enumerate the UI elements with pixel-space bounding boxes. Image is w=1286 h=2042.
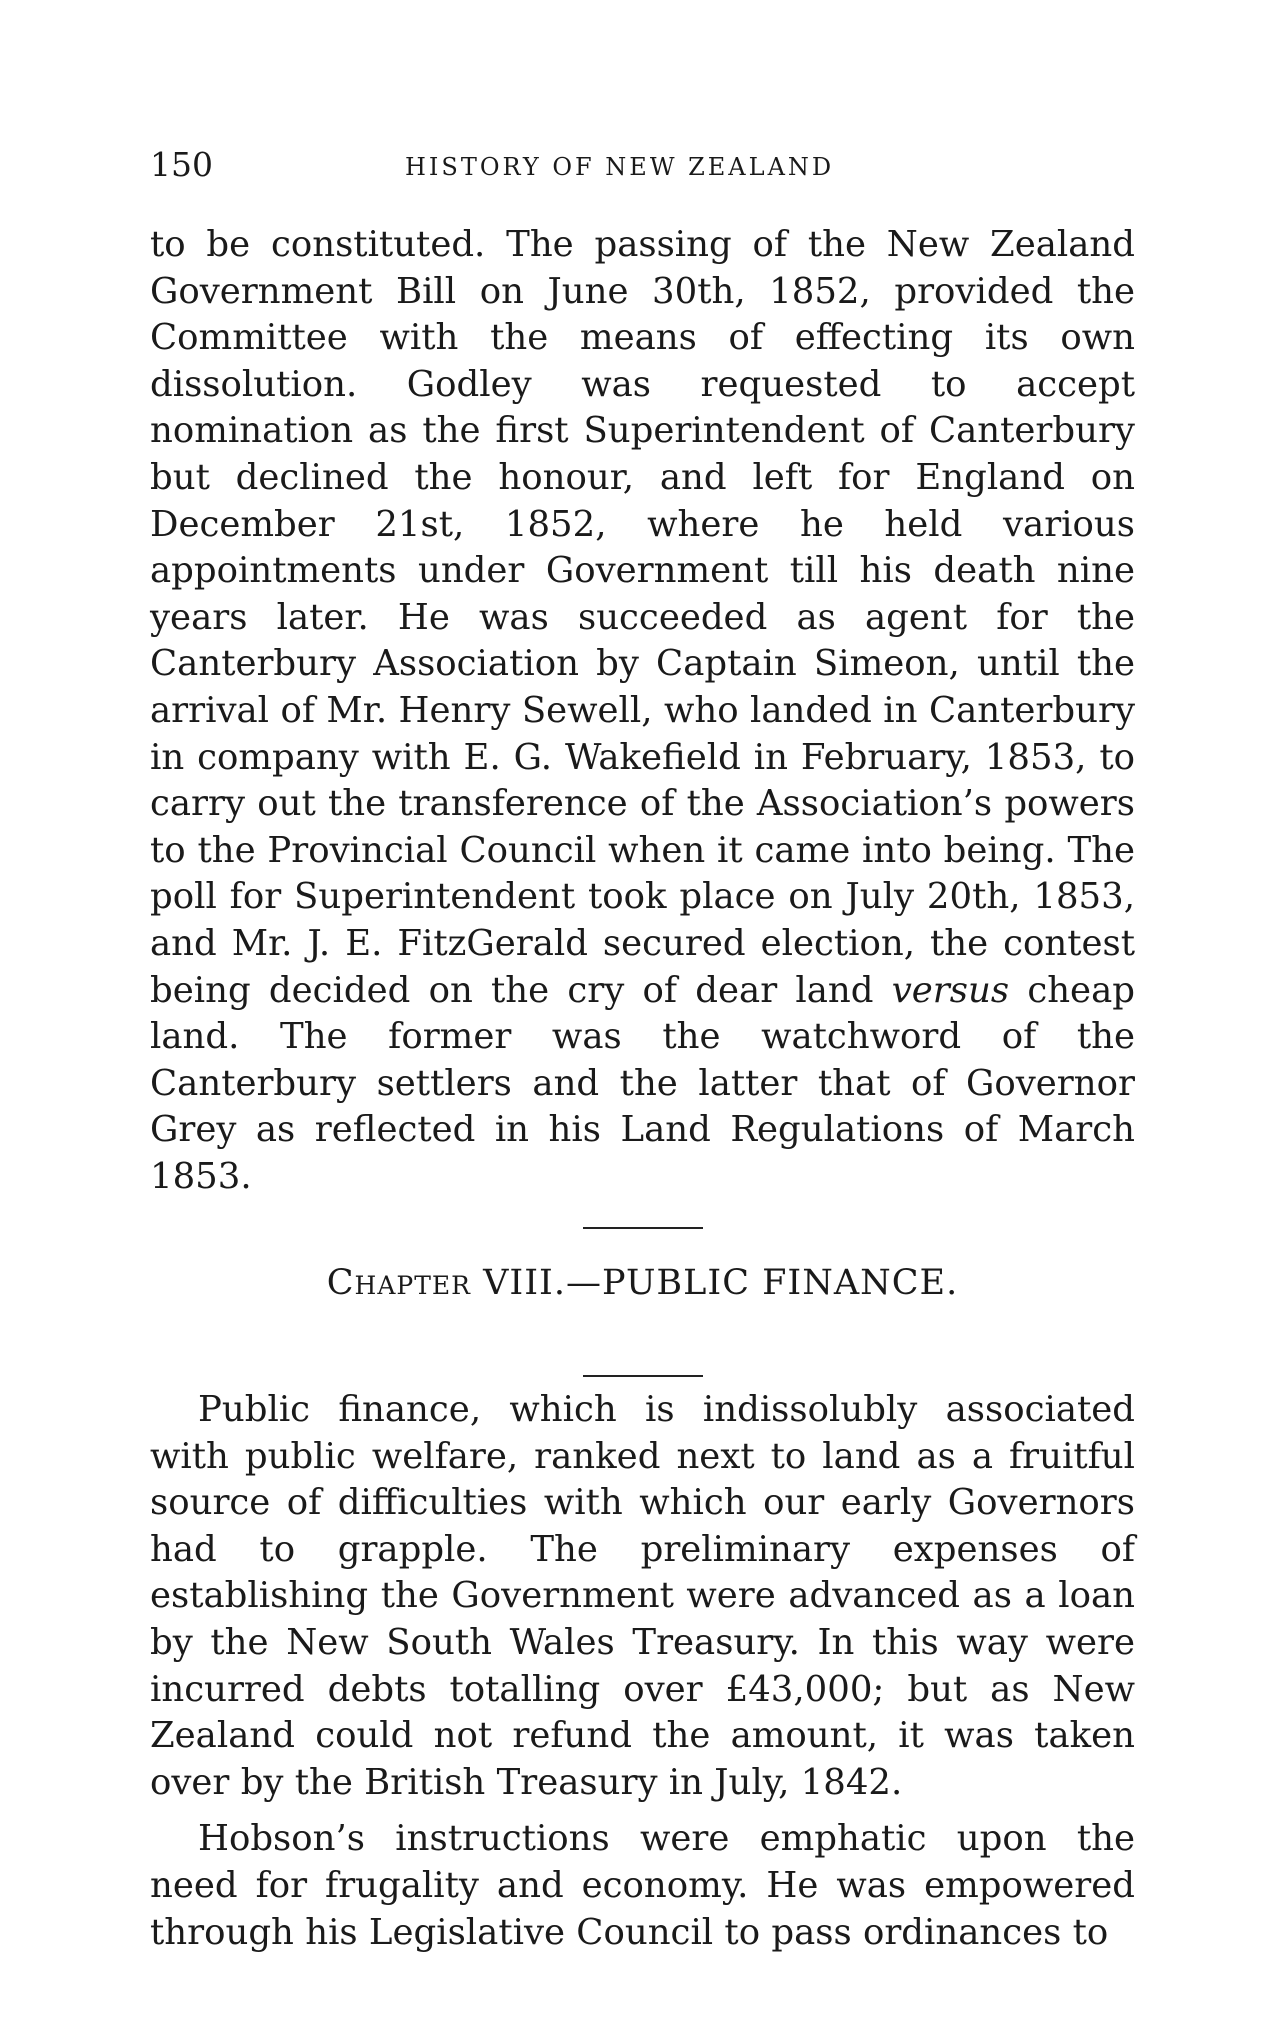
chapter-heading	[150, 1258, 1135, 1308]
paragraph-1	[150, 222, 1135, 1200]
paragraph-continued	[150, 222, 1135, 1200]
section-rule-bottom	[583, 1375, 703, 1377]
running-title: HISTORY OF NEW ZEALAND	[405, 153, 835, 181]
running-head	[150, 140, 1140, 190]
chapter-label: Chapter	[326, 1263, 471, 1303]
paragraph-3: Hobson’s instructions were emphatic upon the need for frugality and economy. He was empowered through his Legislative Council to pass ordinances to	[150, 1818, 1135, 1953]
chapter-body	[150, 1387, 1135, 1956]
section-rule-top	[583, 1227, 703, 1229]
chapter-title: VIII.—PUBLIC FINANCE.	[483, 1263, 959, 1303]
paragraph-1-text-a: to be constituted. The passing of the New Zealand Government Bill on June 30th, 1852, provided the Committee with the means of effecting its own dissolution. Godley was requested to accept nomination as the first Superintendent of Canterbury but declined the honour, and left for England on December 21st, 1852, where he held various appointments under Government till his death nine years later. He was succeeded as agent for the Canterbury Association by Captain Simeon, until the arrival of Mr. Henry Sewell, who landed in Canterbury in company with E. G. Wakefield in February, 1853, to carry out the transference of the Association’s powers to the Provincial Council when it came into being. The poll for Superintendent took place on July 20th, 1853, and Mr. J. E. FitzGerald secured election, the contest being decided on the cry of dear land	[150, 224, 1135, 1011]
italic-word: versus	[891, 969, 1010, 1011]
paragraph-1-text-b: cheap land. The former was the watchword of the Canterbury settlers and the latter that of Governor Grey as reflected in his Land Regulations of March 1853.	[150, 969, 1135, 1197]
paragraph-2: Public finance, which is indissolubly associated with public welfare, ranked next to land as a fruitful source of difficulties with which our early Governors had to grapple. The preliminary expenses of establishing the Government were advanced as a loan by the New South Wales Treasury. In this way were incurred debts totalling over £43,000; but as New Zealand could not refund the amount, it was taken over by the British Treasury in July, 1842.	[150, 1389, 1135, 1803]
page-number: 150	[150, 145, 213, 184]
